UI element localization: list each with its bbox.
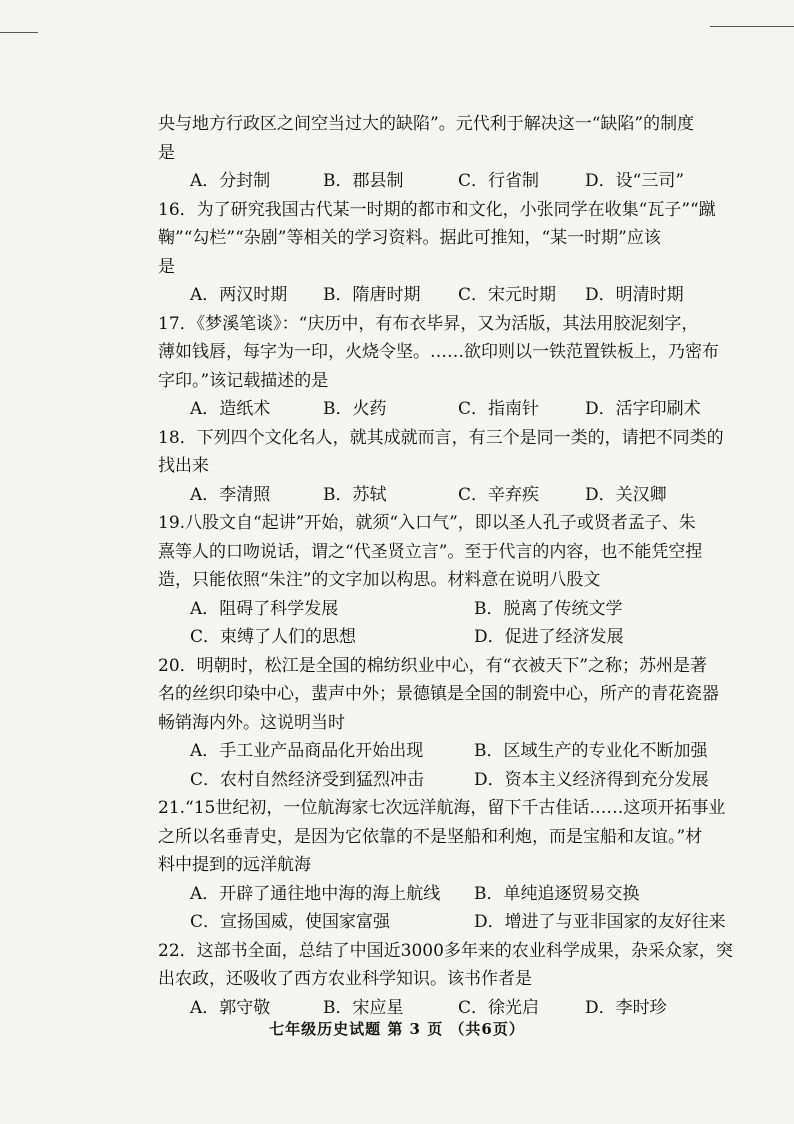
q17-option-d: D．活字印刷术	[585, 399, 701, 419]
q21-option-c: C．宣扬国威，使国家富强	[190, 912, 391, 932]
q15-stem-line-2: 是	[158, 142, 175, 163]
q15-option-a: A．分封制	[190, 171, 271, 191]
q21-stem-line-1: 21.“15世纪初，一位航海家七次远洋航海，留下千古佳话……这项开拓事业	[158, 798, 726, 818]
q19-stem-line-3: 造，只能依照“朱注”的文字加以构思。材料意在说明八股文	[158, 570, 601, 590]
q18-option-a: A．李清照	[190, 484, 271, 505]
q19-stem-line-2: 熹等人的口吻说话，谓之“代圣贤立言”。至于代言的内容，也不能凭空捏	[158, 541, 703, 562]
q16-option-b: B．隋唐时期	[323, 285, 421, 305]
q18-option-c: C．辛弃疾	[458, 484, 540, 505]
q21-option-b: B．单纯追逐贸易交换	[474, 883, 640, 904]
q22-option-c: C．徐光启	[458, 997, 540, 1018]
q20-option-b: B．区域生产的专业化不断加强	[474, 741, 708, 761]
q17-option-c: C．指南针	[458, 399, 540, 419]
q22-stem-line-2: 出农政，还吸收了西方农业科学知识。该书作者是	[158, 969, 532, 989]
q17-stem-line-2: 薄如钱唇，每字为一印，火烧令坚。……欲印则以一铁范置铁板上，乃密布	[158, 342, 719, 362]
q18-option-b: B．苏轼	[323, 484, 387, 505]
q20-stem-line-2: 名的丝织印染中心，蜚声中外；景德镇是全国的制瓷中心，所产的青花瓷器	[158, 684, 719, 704]
q18-options	[158, 481, 758, 510]
exam-page-content	[158, 110, 758, 1022]
q21-options-row-1	[158, 880, 758, 909]
q21-option-d: D．增进了与亚非国家的友好往来	[474, 912, 726, 932]
q15-option-b: B．郡县制	[323, 171, 404, 191]
q21-stem-line-3: 料中提到的远洋航海	[158, 855, 311, 875]
q17-stem-line-3: 字印。”该记载描述的是	[158, 370, 329, 391]
q16-stem-line-3: 是	[158, 256, 175, 277]
q16-option-c: C．宋元时期	[458, 285, 557, 305]
q19-option-a: A．阻碍了科学发展	[190, 598, 339, 619]
q19-option-c: C．束缚了人们的思想	[190, 627, 357, 647]
q22-option-d: D．李时珍	[585, 997, 667, 1018]
q19-option-b: B．脱离了传统文学	[474, 598, 623, 619]
q18-option-d: D．关汉卿	[585, 484, 667, 505]
q16-stem-line-2: 鞠”“勾栏”“杂剧”等相关的学习资料。据此可推知，“某一时期”应该	[158, 228, 661, 248]
q22-option-b: B．宋应星	[323, 997, 404, 1018]
q21-options-row-2	[158, 908, 758, 937]
q20-stem-line-1: 20．明朝时，松江是全国的棉纺织业中心，有“衣被天下”之称；苏州是著	[158, 655, 708, 676]
q15-option-c: C．行省制	[458, 171, 540, 191]
q17-option-b: B．火药	[323, 399, 387, 419]
q17-options	[158, 395, 758, 424]
q19-stem-line-1: 19.八股文自“起讲”开始，就须“入口气”，即以圣人孔子或贤者孟子、朱	[158, 513, 696, 533]
q15-option-d: D．设“三司”	[585, 171, 685, 191]
q17-stem-line-1: 17．《梦溪笔谈》：“庆历中，有布衣毕昇，又为活版，其法用胶泥刻字，	[158, 313, 699, 334]
q19-option-d: D．促进了经济发展	[474, 627, 624, 647]
q16-stem-line-1: 16．为了研究我国古代某一时期的都市和文化，小张同学在收集“瓦子”“蹴	[158, 199, 716, 220]
q22-stem-line-1: 22．这部书全面，总结了中国近3000多年来的农业科学成果，杂采众家，突	[158, 940, 733, 961]
q22-option-a: A．郭守敬	[190, 997, 271, 1018]
q20-options-row-1	[158, 737, 758, 766]
q19-options-row-1	[158, 595, 758, 624]
q16-option-d: D．明清时期	[585, 285, 684, 305]
q16-options	[158, 281, 758, 310]
q18-stem-line-1: 18．下列四个文化名人，就其成就而言，有三个是同一类的，请把不同类的	[158, 427, 724, 448]
q20-option-a: A．手工业产品商品化开始出现	[190, 741, 424, 761]
scan-edge-line-right	[710, 26, 794, 27]
q16-option-a: A．两汉时期	[190, 285, 288, 305]
q21-option-a: A．开辟了通往地中海的海上航线	[190, 883, 441, 904]
q21-stem-line-2: 之所以名垂青史，是因为它依靠的不是坚船和利炮，而是宝船和友谊。”材	[158, 826, 703, 847]
q18-stem-line-2: 找出来	[158, 456, 209, 476]
page-footer: 七年级历史试题 第 3 页 （共6页）	[269, 1020, 525, 1038]
q19-options-row-2	[158, 623, 758, 652]
q20-option-d: D．资本主义经济得到充分发展	[474, 769, 709, 790]
q15-options	[158, 167, 758, 196]
scan-edge-line-left	[0, 32, 38, 33]
q20-options-row-2	[158, 766, 758, 795]
q20-option-c: C．农村自然经济受到猛烈冲击	[190, 769, 425, 790]
q20-stem-line-3: 畅销海内外。这说明当时	[158, 712, 345, 733]
q17-option-a: A．造纸术	[190, 399, 271, 419]
q15-stem-line-1: 央与地方行政区之间空当过大的缺陷”。元代利于解决这一“缺陷”的制度	[158, 114, 695, 134]
